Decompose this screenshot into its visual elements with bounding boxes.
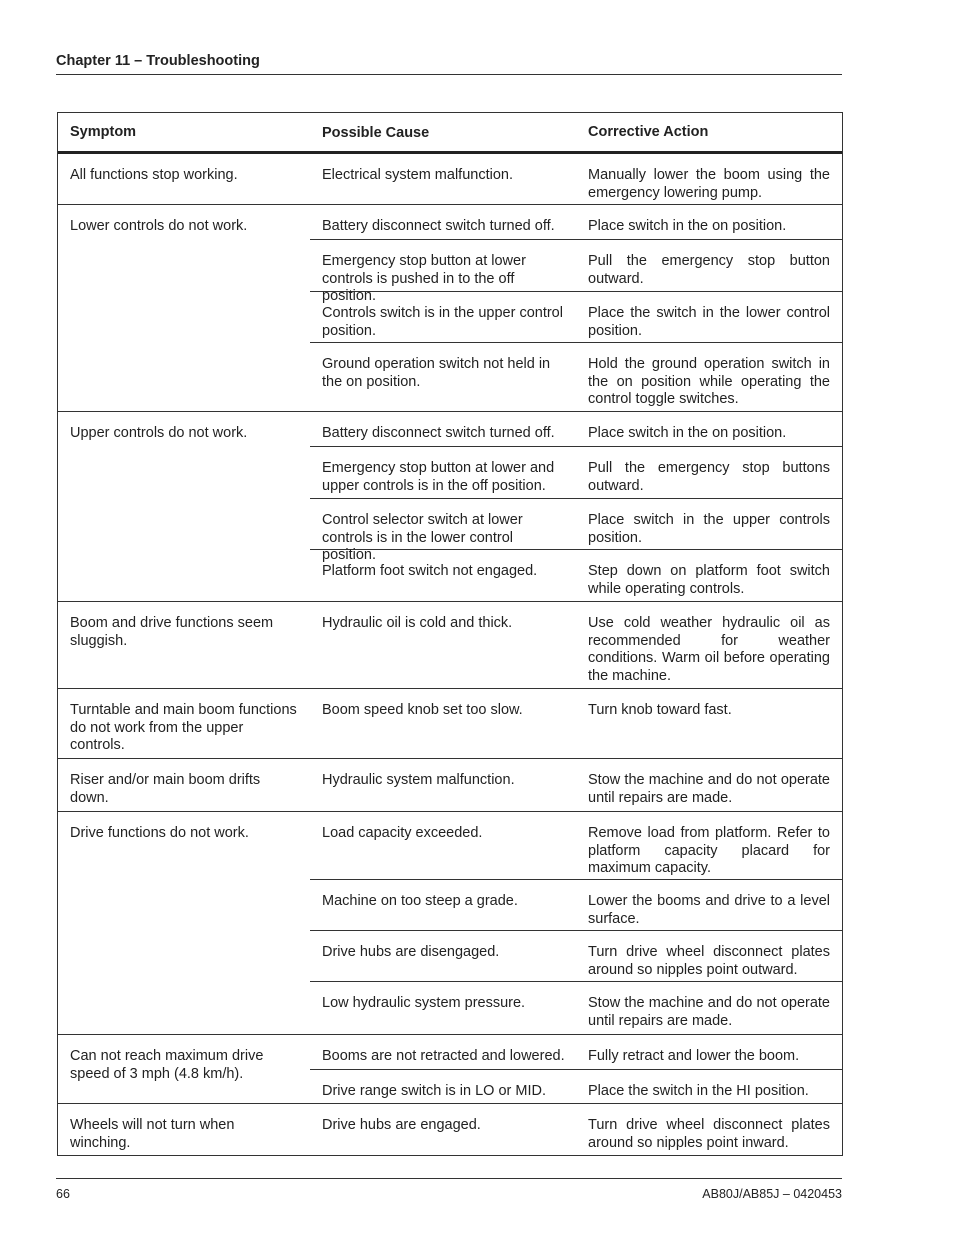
symptom-group <box>58 602 842 689</box>
action-cell: Lower the booms and drive to a level surface. <box>588 893 830 927</box>
symptom-group <box>58 689 842 759</box>
table-row <box>310 1104 842 1155</box>
action-cell: Turn knob toward fast. <box>588 702 732 718</box>
column-header-cause: Possible Cause <box>322 125 430 141</box>
table-row <box>310 240 842 304</box>
action-cell: Hold the ground operation switch in the on position while operating the control toggle switches. <box>588 356 830 407</box>
cause-cell: Boom speed knob set too slow. <box>322 702 523 718</box>
page-header <box>56 52 842 75</box>
cause-action-rows <box>310 205 842 411</box>
cause-cell: Battery disconnect switch turned off. <box>322 218 555 234</box>
cause-cell: Battery disconnect switch turned off. <box>322 425 555 441</box>
cause-cell: Ground operation switch not held in the on position. <box>322 356 551 390</box>
action-cell: Remove load from platform. Refer to platform capacity placard for maximum capacity. <box>588 825 830 876</box>
symptom-cell: Can not reach maximum drive speed of 3 mph (4.8 km/h). <box>70 1048 264 1082</box>
table-row <box>310 292 842 343</box>
action-cell: Stow the machine and do not operate until repairs are made. <box>588 772 830 806</box>
cause-action-rows <box>310 602 842 688</box>
table-row <box>310 931 842 982</box>
table-row <box>310 343 842 411</box>
document-id: AB80J/AB85J – 0420453 <box>702 1187 842 1201</box>
action-cell: Turn drive wheel disconnect plates around so nipples point inward. <box>588 1117 830 1151</box>
page-number: 66 <box>56 1187 70 1201</box>
table-row <box>310 1035 842 1070</box>
symptom-group <box>58 205 842 412</box>
action-cell: Pull the emergency stop button outward. <box>588 253 830 287</box>
column-header-symptom: Symptom <box>70 124 137 140</box>
table-row <box>310 447 842 499</box>
symptom-group <box>58 1035 842 1104</box>
action-cell: Place the switch in the lower control position. <box>588 305 830 339</box>
cause-cell: Electrical system malfunction. <box>322 167 513 183</box>
cause-cell: Emergency stop button at lower controls is pushed in to the off position. <box>322 253 526 304</box>
cause-action-rows <box>310 1035 842 1103</box>
symptom-cell: Turntable and main boom functions do not work from the upper controls. <box>70 702 297 753</box>
cause-action-rows <box>310 154 842 204</box>
action-cell: Use cold weather hydraulic oil as recommended for weather conditions. Warm oil before operating the machine. <box>588 615 830 684</box>
symptom-cell: Drive functions do not work. <box>70 825 249 841</box>
table-row <box>310 982 842 1034</box>
cause-cell: Drive hubs are disengaged. <box>322 944 500 960</box>
symptom-cell: Lower controls do not work. <box>70 218 248 234</box>
cause-action-rows <box>310 412 842 601</box>
action-cell: Place switch in the upper controls position. <box>588 512 830 546</box>
cause-cell: Hydraulic oil is cold and thick. <box>322 615 513 631</box>
symptom-cell: Upper controls do not work. <box>70 425 248 441</box>
cause-cell: Drive hubs are engaged. <box>322 1117 481 1133</box>
action-cell: Fully retract and lower the boom. <box>588 1048 800 1064</box>
action-cell: Pull the emergency stop buttons outward. <box>588 460 830 494</box>
action-cell: Place switch in the on position. <box>588 218 787 234</box>
action-cell: Step down on platform foot switch while operating controls. <box>588 563 830 597</box>
table-row <box>310 550 842 601</box>
cause-cell: Controls switch is in the upper control position. <box>322 305 563 339</box>
column-header-action: Corrective Action <box>588 124 709 140</box>
cause-cell: Low hydraulic system pressure. <box>322 995 526 1011</box>
cause-action-rows <box>310 812 842 1034</box>
action-cell: Turn drive wheel disconnect plates around so nipples point outward. <box>588 944 830 978</box>
symptom-cell: All functions stop working. <box>70 167 238 183</box>
symptom-group <box>58 1104 842 1155</box>
symptom-cell: Wheels will not turn when winching. <box>70 1117 235 1151</box>
chapter-title: Chapter 11 – Troubleshooting <box>56 53 260 69</box>
table-row <box>310 880 842 931</box>
table-row <box>310 759 842 811</box>
symptom-group <box>58 412 842 602</box>
cause-action-rows <box>310 759 842 811</box>
table-row <box>310 412 842 447</box>
action-cell: Place the switch in the HI position. <box>588 1083 809 1099</box>
action-cell: Manually lower the boom using the emergency lowering pump. <box>588 167 830 201</box>
table-row <box>310 689 842 758</box>
troubleshooting-table <box>57 112 843 1156</box>
cause-cell: Load capacity exceeded. <box>322 825 483 841</box>
cause-cell: Control selector switch at lower controls is in the lower control position. <box>322 512 523 563</box>
symptom-cell: Riser and/or main boom drifts down. <box>70 772 261 806</box>
table-body <box>58 154 842 1155</box>
page-footer <box>56 1178 842 1201</box>
cause-cell: Platform foot switch not engaged. <box>322 563 538 579</box>
cause-cell: Hydraulic system malfunction. <box>322 772 515 788</box>
table-row <box>310 205 842 240</box>
cause-cell: Machine on too steep a grade. <box>322 893 518 909</box>
table-row <box>310 602 842 688</box>
table-row <box>310 499 842 563</box>
symptom-group <box>58 759 842 812</box>
table-row <box>310 812 842 880</box>
symptom-group <box>58 154 842 205</box>
cause-cell: Drive range switch is in LO or MID. <box>322 1083 547 1099</box>
table-header <box>58 113 842 154</box>
cause-action-rows <box>310 1104 842 1155</box>
action-cell: Stow the machine and do not operate until repairs are made. <box>588 995 830 1029</box>
cause-cell: Emergency stop button at lower and upper controls is in the off position. <box>322 460 555 494</box>
cause-cell: Booms are not retracted and lowered. <box>322 1048 565 1064</box>
symptom-group <box>58 812 842 1035</box>
table-row <box>310 1070 842 1103</box>
table-row <box>310 154 842 204</box>
cause-action-rows <box>310 689 842 758</box>
action-cell: Place switch in the on position. <box>588 425 787 441</box>
symptom-cell: Boom and drive functions seem sluggish. <box>70 615 274 649</box>
